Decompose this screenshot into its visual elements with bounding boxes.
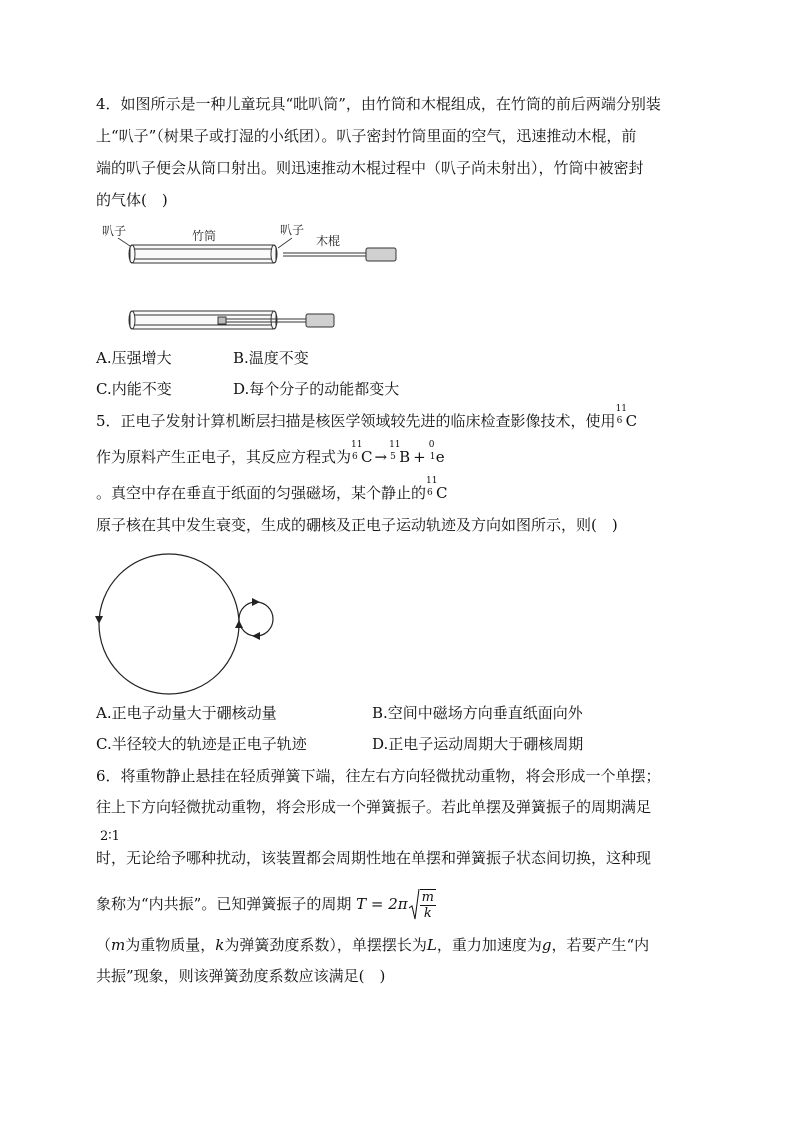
- label-pellet-left: 叭子: [102, 224, 127, 238]
- label-wooden-stick: 木棍: [316, 234, 341, 248]
- q4-figure-blowgun: [96, 218, 416, 338]
- q4-option-b: B.温度不变: [233, 349, 309, 367]
- sqrt-sign: [408, 888, 420, 922]
- formula-fraction: $\frac{m}{k}$: [421, 890, 434, 921]
- q4-option-a: A.压强增大: [96, 349, 172, 367]
- q5-option-b: B.空间中磁场方向垂直纸面向外: [372, 704, 583, 722]
- stick-top: [283, 248, 396, 261]
- arrow-large-left: [95, 616, 103, 624]
- small-trajectory: [239, 602, 273, 636]
- q5-stem-line-3: 。真空中存在垂直于纸面的匀强磁场，某个静止的 11 6 C: [96, 476, 448, 502]
- tube-bottom: [129, 311, 277, 329]
- q4-stem-line-1: 4．如图所示是一种儿童玩具“吡叭筒”，由竹筒和木棍组成，在竹筒的前后两端分别装: [96, 95, 661, 113]
- q6-stem-line-5: （m为重物质量，k为弹簧劲度系数），单摆摆长为L，重力加速度为g，若要产生“内: [96, 936, 650, 954]
- q5-stem-line-2: 作为原料产生正电子，其反应方程式为 11 6 C → 11 5 B + 0 1 e: [96, 440, 445, 466]
- q5-stem-line-1: 5．正电子发射计算机断层扫描是核医学领域较先进的临床检查影像技术，使用 11 6 C: [96, 404, 638, 430]
- tube-top: [129, 245, 277, 263]
- q4-option-c: C.内能不变: [96, 380, 172, 398]
- formula-lhs: T = 2π: [356, 895, 408, 913]
- q6-ratio: 2∶1: [100, 829, 120, 844]
- q5-option-a: A.正电子动量大于硼核动量: [96, 704, 277, 722]
- label-pellet-right: 叭子: [280, 223, 305, 237]
- arrow-large-right: [235, 620, 243, 628]
- q6-stem-line-6: 共振”现象，则该弹簧劲度系数应该满足( ): [96, 967, 386, 985]
- label-bamboo-tube: 竹筒: [192, 229, 217, 243]
- q5-option-c: C.半径较大的轨迹是正电子轨迹: [96, 735, 307, 753]
- q4-stem-line-2: 上“叭子”（树果子或打湿的小纸团）。叭子密封竹筒里面的空气，迅速推动木棍，前: [96, 127, 637, 145]
- q5-figure-trajectories: [90, 548, 290, 704]
- q4-option-d: D.每个分子的动能都变大: [233, 380, 400, 398]
- q5-option-d: D.正电子运动周期大于硼核周期: [372, 735, 584, 753]
- large-trajectory: [99, 554, 239, 694]
- arrow-small-bottom: [252, 632, 260, 640]
- q6-stem-line-1: 6．将重物静止悬挂在轻质弹簧下端，往左右方向轻微扰动重物，将会形成一个单摆；: [96, 767, 661, 785]
- q5-stem-line-4: 原子核在其中发生衰变，生成的硼核及正电子运动轨迹及方向如图所示，则( ): [96, 516, 618, 534]
- q6-stem-line-2: 往上下方向轻微扰动重物，将会形成一个弹簧振子。若此单摆及弹簧振子的周期满足: [96, 798, 652, 816]
- arrow-small-top: [252, 598, 260, 606]
- q4-stem-line-4: 的气体( ): [96, 191, 168, 209]
- q4-stem-line-3: 端的叭子便会从筒口射出。则迅速推动木棍过程中（叭子尚未射出），竹筒中被密封: [96, 159, 644, 177]
- nuclide-carbon-11: 11 6: [615, 404, 628, 426]
- q6-stem-line-4: 象称为“内共振”。已知弹簧振子的周期 T = 2π $\frac{m}{k}$: [96, 890, 434, 921]
- q6-stem-line-3: 时，无论给予哪种扰动，该装置都会周期性地在单摆和弹簧振子状态间切换，这种现: [96, 849, 652, 867]
